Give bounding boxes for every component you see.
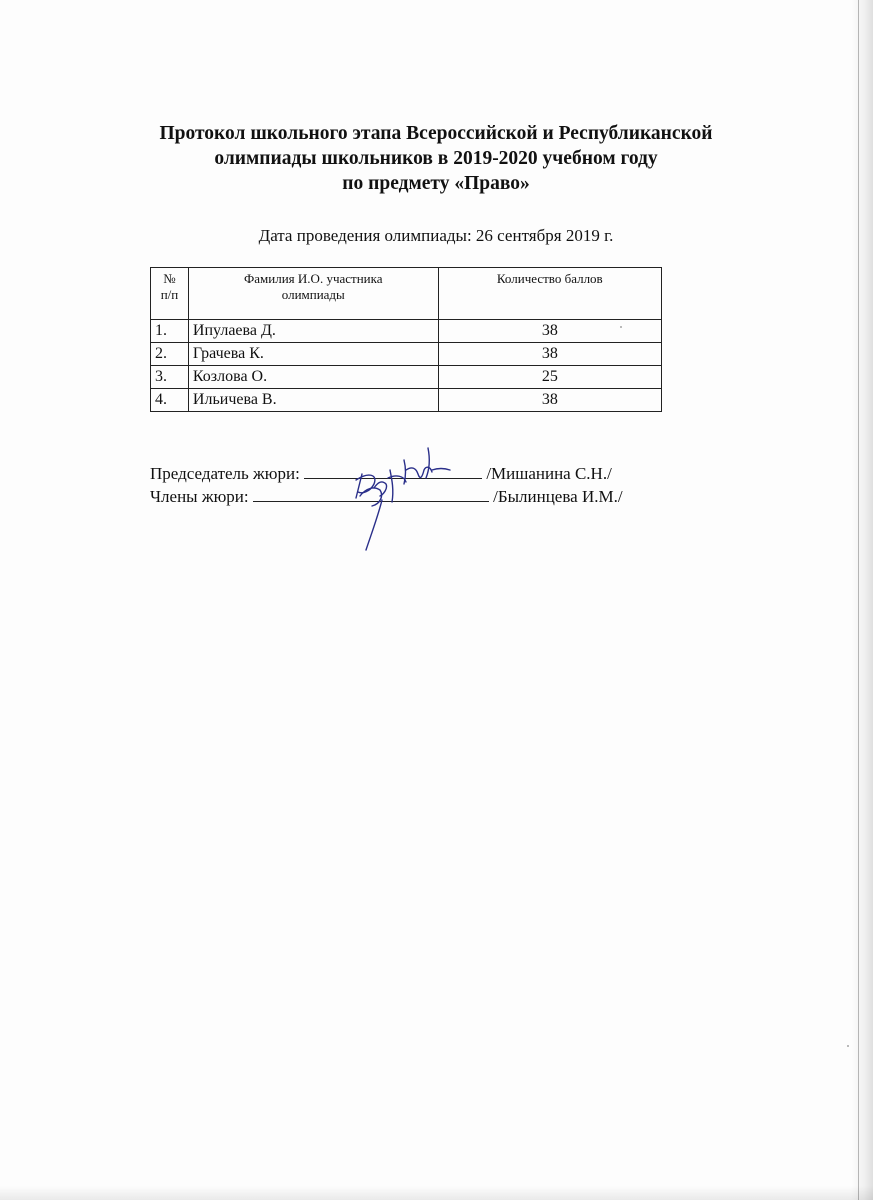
header-name-line1: Фамилия И.О. участника (244, 271, 383, 286)
table-header-row (151, 268, 662, 320)
participant-score: 38 (438, 343, 661, 366)
scan-speck (847, 1045, 849, 1047)
jury-chair-name: /Мишанина С.Н./ (486, 464, 612, 483)
row-number: 3. (151, 366, 189, 389)
row-number: 2. (151, 343, 189, 366)
table-row (151, 389, 662, 412)
header-score-label: Количество баллов (496, 271, 603, 286)
participant-name: Ильичева В. (188, 389, 438, 412)
table-row (151, 366, 662, 389)
header-number (151, 268, 189, 320)
jury-members-name: /Былинцева И.М./ (493, 487, 623, 506)
participant-score: 25 (438, 366, 661, 389)
participant-score: 38 (438, 320, 661, 343)
scan-shadow-right (851, 0, 873, 1200)
row-number: 1. (151, 320, 189, 343)
olympiad-date: Дата проведения олимпиады: 26 сентября 2019 г. (258, 226, 614, 245)
table-row (151, 320, 662, 343)
scan-speck (620, 326, 622, 328)
scan-shadow-bottom (0, 1186, 873, 1200)
header-number-line1: № (163, 271, 176, 286)
results-table (150, 267, 662, 412)
header-participant-name (188, 268, 438, 320)
scan-edge-line (858, 0, 859, 1200)
row-number: 4. (151, 389, 189, 412)
participant-score: 38 (438, 389, 661, 412)
header-score (438, 268, 661, 320)
header-name-line2: олимпиады (281, 287, 345, 302)
title-line: олимпиады школьников в 2019-2020 учебном году (214, 148, 658, 169)
title-line: Протокол школьного этапа Всероссийской и Республиканской (159, 123, 713, 144)
document-title (60, 121, 812, 196)
handwritten-signature (320, 440, 460, 560)
jury-members-label: Члены жюри: (150, 487, 249, 506)
title-line: по предмету «Право» (342, 173, 530, 194)
jury-chair-label: Председатель жюри: (150, 464, 300, 483)
participant-name: Грачева К. (188, 343, 438, 366)
participant-name: Козлова О. (188, 366, 438, 389)
participant-name: Ипулаева Д. (188, 320, 438, 343)
table-row (151, 343, 662, 366)
header-number-line2: п/п (160, 287, 179, 302)
